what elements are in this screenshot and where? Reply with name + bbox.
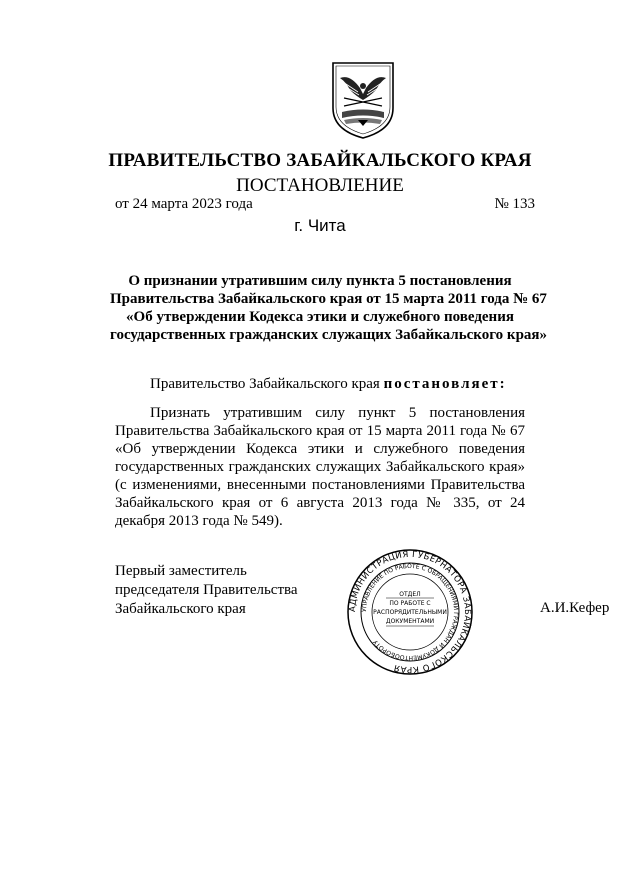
coat-of-arms-icon — [330, 60, 396, 140]
title-line: О признании утратившим силу пункта 5 постановления — [128, 273, 512, 289]
position-line: председателя Правительства — [115, 582, 298, 598]
document-number: № 133 — [494, 196, 535, 212]
position-line: Забайкальского края — [115, 601, 246, 617]
document-city: г. Чита — [294, 216, 346, 235]
title-line: Правительства Забайкальского края от 15 марта 2011 года № 67 — [110, 291, 547, 307]
document-date: от 24 марта 2023 года — [115, 196, 253, 212]
document-title — [110, 272, 548, 344]
resolution-intro — [150, 376, 507, 393]
signatory-name: А.И.Кефер — [540, 600, 610, 616]
svg-text:УПРАВЛЕНИЕ ПО РАБОТЕ С ОБРАЩЕН: УПРАВЛЕНИЕ ПО РАБОТЕ С ОБРАЩЕНИЯМИ ГРАЖДАН И ДОКУМЕНТООБОРОТУ — [360, 562, 460, 662]
intro-verb: постановляет: — [383, 376, 507, 392]
title-line: «Об утверждении Кодекса этики и служебного поведения — [126, 309, 514, 325]
intro-subject: Правительство Забайкальского края — [150, 376, 380, 392]
svg-text:ОТДЕЛ: ОТДЕЛ — [399, 591, 421, 598]
position-line: Первый заместитель — [115, 563, 247, 579]
organization-title: ПРАВИТЕЛЬСТВО ЗАБАЙКАЛЬСКОГО КРАЯ — [108, 150, 532, 171]
svg-text:ПО РАБОТЕ С: ПО РАБОТЕ С — [389, 600, 431, 607]
signatory-position — [115, 562, 298, 619]
document-type: ПОСТАНОВЛЕНИЕ — [236, 175, 404, 196]
svg-text:РАСПОРЯДИТЕЛЬНЫМИ: РАСПОРЯДИТЕЛЬНЫМИ — [373, 609, 447, 616]
svg-text:ДОКУМЕНТАМИ: ДОКУМЕНТАМИ — [385, 618, 435, 625]
svg-text:АДМИНИСТРАЦИЯ ГУБЕРНАТОРА ЗАБА: АДМИНИСТРАЦИЯ ГУБЕРНАТОРА ЗАБАЙКАЛЬСКОГО КРАЯ — [347, 549, 473, 675]
title-line: государственных гражданских служащих Забайкальского края» — [110, 327, 548, 343]
official-stamp — [346, 548, 474, 676]
resolution-body: Признать утратившим силу пункт 5 постановления Правительства Забайкальского края от 15 марта 2011 года № 67 «Об утверждении Кодекса этики и служебного поведения государственных гражданских служащих Забайкальского края» (с изменениями, внесенными постановлениями Правительства Забайкальского края от 6 августа 2013 года № 335, от 24 декабря 2013 года № 549). — [115, 405, 525, 529]
